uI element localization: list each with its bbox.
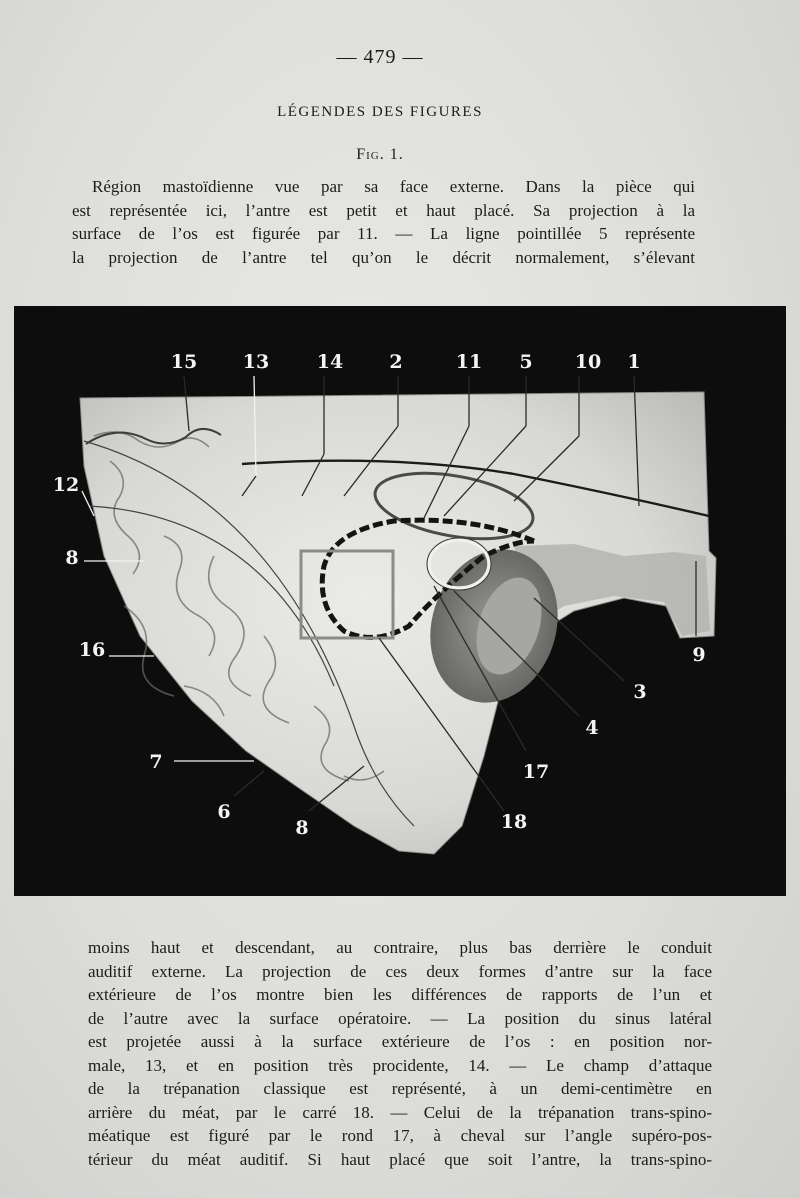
label-8-lower: 8 [295,817,309,839]
caption-line: Région mastoïdienne vue par sa face externe. Dans la pièce qui [92,177,695,196]
label-13: 13 [242,351,270,373]
caption-line: surface de l’os est figurée par 11. — La ligne pointillée 5 représente [72,224,695,243]
body-line: de la trépanation classique est représenté, à un demi-centimètre en [88,1079,712,1098]
body-line: male, 13, et en position très procidente, 14. — Le champ d’attaque [88,1055,712,1075]
body-line: méatique est figuré par le rond 17, à cheval sur l’angle supéro-pos- [88,1126,712,1145]
body-line: de l’autre avec la surface opératoire. — La position du sinus latéral [88,1008,712,1028]
label-16: 16 [78,639,106,661]
anatomical-figure-mastoid-region [14,306,786,896]
label-4: 4 [585,717,599,739]
label-5: 5 [519,351,533,373]
label-3: 3 [633,681,647,703]
body-line: térieur du méat auditif. Si haut placé que soit l’antre, la trans-spino- [88,1149,712,1169]
label-14: 14 [316,351,344,373]
caption-line: la projection de l’antre tel qu’on le décrit normalement, s’élevant [72,247,695,267]
label-7: 7 [149,751,163,773]
label-9: 9 [692,644,706,666]
section-title: LÉGENDES DES FIGURES [277,104,483,120]
figure-caption [72,175,695,269]
page-number: — 479 — [336,46,424,68]
label-12: 12 [52,474,80,496]
caption-line: est représentée ici, l’antre est petit et haut placé. Sa projection à la [72,200,695,220]
label-15: 15 [170,351,198,373]
label-8-upper: 8 [65,547,79,569]
label-10: 10 [574,351,602,373]
body-line: moins haut et descendant, au contraire, plus bas derrière le conduit [88,938,712,957]
body-line: est projetée aussi à la surface extérieure de l’os : en position nor- [88,1032,712,1051]
body-line: auditif externe. La projection de ces deux formes d’antre sur la face [88,961,712,981]
label-2: 2 [389,351,403,373]
label-17: 17 [522,761,550,783]
label-11: 11 [455,351,483,373]
body-paragraph [88,936,712,1171]
label-1: 1 [627,351,641,373]
label-6: 6 [217,801,231,823]
figure-illustration [14,306,786,896]
figure-title: Fig. 1. [356,146,404,163]
body-line: extérieure de l’os montre bien les différences de rapports de l’un et [88,985,712,1004]
body-line: arrière du méat, par le carré 18. — Celui de la trépanation trans-spino- [88,1102,712,1122]
label-18: 18 [500,811,528,833]
